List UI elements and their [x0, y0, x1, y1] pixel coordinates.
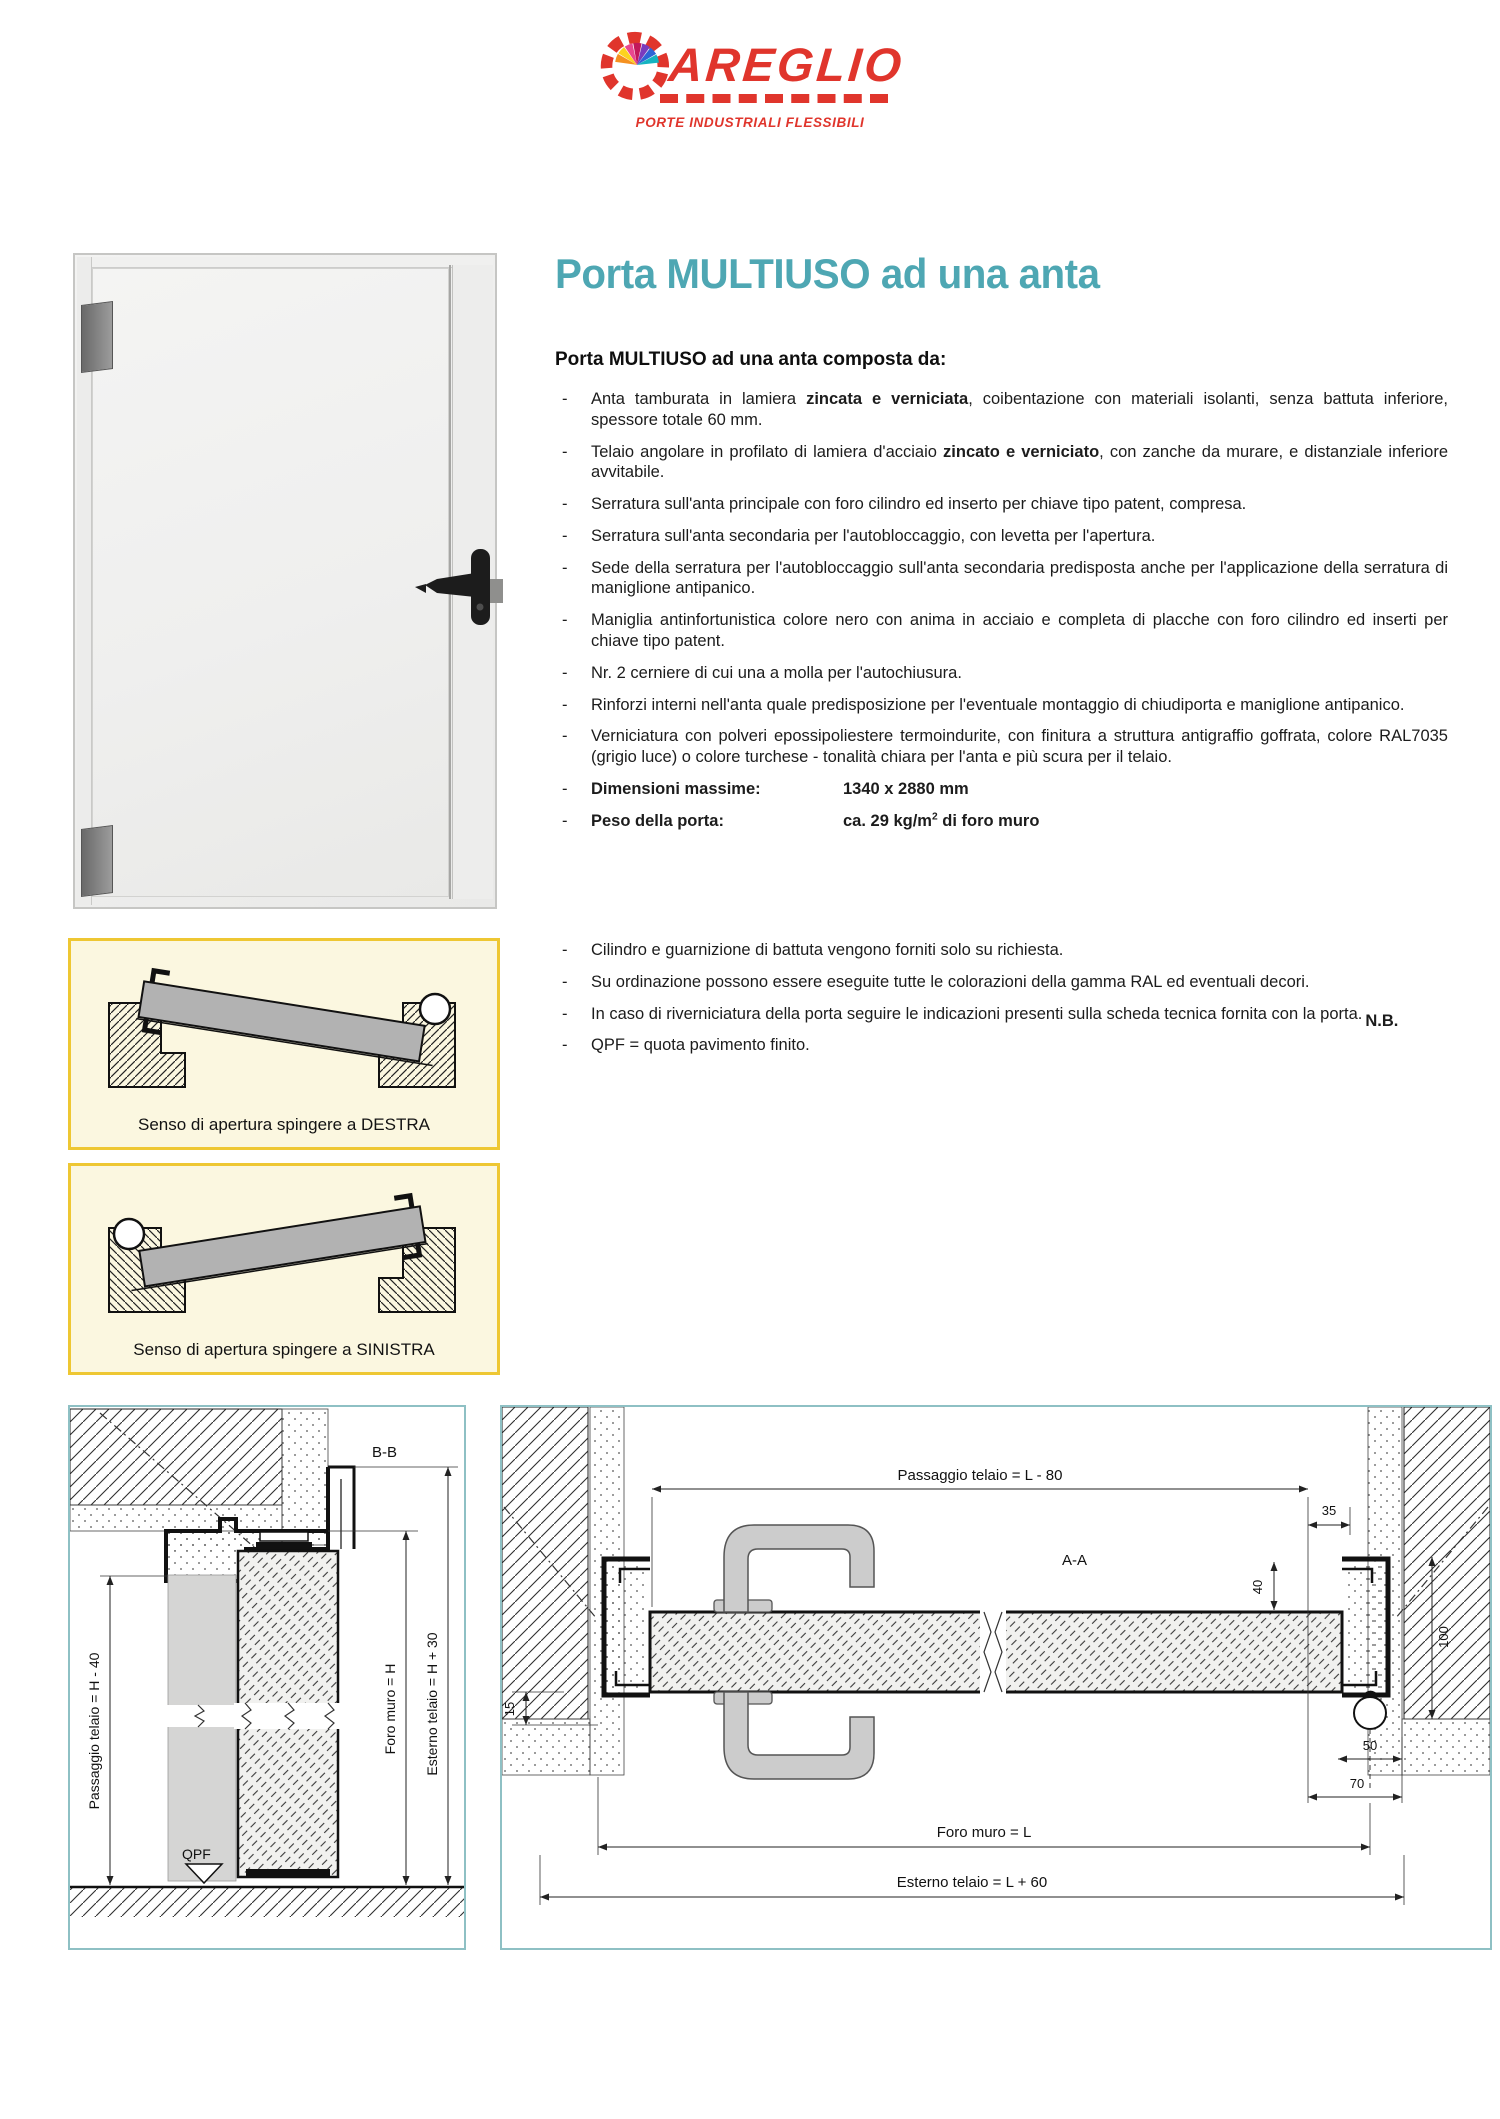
door-frame-top	[77, 257, 493, 268]
bullet-dash: -	[562, 972, 568, 991]
bullet-dash: -	[562, 811, 568, 830]
list-item-text: QPF = quota pavimento finito.	[591, 1036, 810, 1055]
list-item-text: Serratura sull'anta secondaria per l'autobloccaggio, con levetta per l'apertura.	[591, 526, 1156, 545]
bullet-dash: -	[562, 390, 568, 408]
list-item	[555, 610, 1448, 652]
bullet-dash: -	[562, 611, 568, 630]
aa-dim-esterno: Esterno telaio = L + 60	[896, 1874, 1048, 1891]
section-aa-drawing	[500, 1405, 1492, 1950]
bb-dim-foro: Foro muro = H	[382, 1663, 398, 1755]
bullet-dash: -	[562, 727, 568, 746]
bullet-dash: -	[562, 442, 568, 461]
opening-right-diagram	[79, 949, 485, 1099]
bullet-dash: -	[562, 1004, 568, 1023]
bullet-dash: -	[562, 941, 568, 959]
list-item-text	[591, 779, 1448, 800]
bullet-dash: -	[562, 779, 568, 798]
list-item-text	[591, 811, 1448, 832]
aa-dim-50: 50	[1362, 1738, 1378, 1753]
notes-list	[555, 940, 1448, 1067]
opening-left-diagram	[79, 1174, 485, 1324]
spec-label: Peso della porta:	[591, 811, 724, 830]
opening-direction-box-right	[68, 938, 500, 1150]
composition-heading: Porta MULTIUSO ad una anta composta da:	[555, 349, 947, 370]
aa-section-label: A-A	[1062, 1552, 1088, 1569]
page-title: Porta MULTIUSO ad una anta	[555, 250, 1100, 297]
list-item	[555, 1004, 1448, 1030]
bullet-dash: -	[562, 663, 568, 682]
door-handle-icon	[413, 543, 505, 635]
list-item	[555, 695, 1448, 716]
door-hinge-top	[81, 301, 113, 373]
spec-value: ca. 29 $kg/m^2$ di foro muro	[843, 811, 1040, 830]
door-hinge-bottom	[81, 825, 113, 897]
door-leaf	[92, 268, 449, 897]
bullet-dash: -	[562, 558, 568, 577]
door-product-photo	[73, 253, 497, 909]
list-item	[555, 779, 1448, 800]
spec-label: Dimensioni massime:	[591, 779, 761, 798]
list-item-text: Nr. 2 cerniere di cui una a molla per l'autochiusura.	[591, 663, 962, 682]
list-item	[555, 663, 1448, 684]
section-bb-drawing	[68, 1405, 466, 1950]
aa-dim-15: 15	[502, 1701, 517, 1717]
bb-section-label: B-B	[372, 1444, 398, 1461]
spec-value: 1340 x 2880 mm	[843, 779, 969, 798]
list-item-text: Serratura sull'anta principale con foro cilindro ed inserto per chiave tipo patent, compresa.	[591, 495, 1247, 514]
list-item	[555, 494, 1448, 515]
aa-dim-40: 40	[1250, 1579, 1265, 1595]
bullet-dash: -	[562, 695, 568, 714]
list-item-text: Sede della serratura per l'autobloccaggio sull'anta secondaria predisposta anche per l'applicazione della serratura di maniglione antipanico.	[591, 558, 1448, 598]
brand-tagline: PORTE INDUSTRIALI FLESSIBILI	[635, 115, 865, 130]
composition-list	[555, 389, 1448, 843]
opening-right-caption: Senso di apertura spingere a DESTRA	[138, 1115, 430, 1134]
list-item	[555, 940, 1448, 961]
list-item-text: Rinforzi interni nell'anta quale predisposizione per l'eventuale montaggio di chiudiporta e maniglione antipanico.	[591, 695, 1405, 714]
list-item-text: Maniglia antinfortunistica colore nero con anima in acciaio e completa di placche con foro cilindro ed inserti per chiave tipo patent.	[591, 611, 1448, 651]
bullet-dash: -	[562, 1036, 568, 1055]
list-item	[555, 526, 1448, 547]
list-item-text: Telaio angolare in profilato di lamiera d'acciaio zincato e verniciato, con zanche da murare, e distanziale inferiore avvitabile.	[591, 442, 1449, 482]
brand-underline	[660, 94, 888, 103]
aa-dim-35: 35	[1321, 1503, 1337, 1518]
opening-direction-box-left	[68, 1163, 500, 1375]
list-item-text: Cilindro e guarnizione di battuta vengono forniti solo su richiesta.	[591, 941, 1064, 959]
bb-qpf-label: QPF	[182, 1846, 211, 1862]
aa-dim-100: 100	[1436, 1626, 1451, 1648]
list-item-text: Verniciatura con polveri epossipoliestere termoindurite, con finitura a struttura antigraffio goffrata, colore RAL7035 (grigio luce) o colore turchese - tonalità chiara per l'anta e più scura per il telaio.	[591, 727, 1448, 767]
bullet-dash: -	[562, 526, 568, 545]
list-item	[555, 442, 1448, 484]
list-item-text: Anta tamburata in lamiera zincata e verniciata, coibentazione con materiali isolanti, senza battuta inferiore, spessore totale 60 mm.	[591, 390, 1448, 429]
bullet-dash: -	[562, 495, 568, 514]
list-item-text: Su ordinazione possono essere eseguite tutte le colorazioni della gamma RAL ed eventuali decori.	[591, 972, 1310, 991]
opening-left-caption: Senso di apertura spingere a SINISTRA	[133, 1340, 435, 1359]
aa-dim-70: 70	[1349, 1776, 1365, 1791]
list-item	[555, 811, 1448, 832]
aa-dim-foro: Foro muro = L	[936, 1824, 1032, 1841]
bb-dim-passaggio: Passaggio telaio = H - 40	[86, 1652, 102, 1810]
list-item	[555, 1035, 1448, 1056]
brand-name: AREGLIO	[667, 37, 907, 91]
list-item	[555, 389, 1448, 431]
list-item	[555, 558, 1448, 600]
brand-logo	[0, 24, 1500, 130]
bb-dim-esterno: Esterno telaio = H + 30	[424, 1632, 440, 1776]
list-item	[555, 726, 1448, 768]
list-item-text: In caso di riverniciatura della porta seguire le indicazioni presenti sulla scheda tecnica fornita con la porta. N.B.	[591, 1004, 1399, 1030]
aa-dim-passaggio: Passaggio telaio = L - 80	[897, 1467, 1063, 1484]
list-item	[555, 972, 1448, 993]
